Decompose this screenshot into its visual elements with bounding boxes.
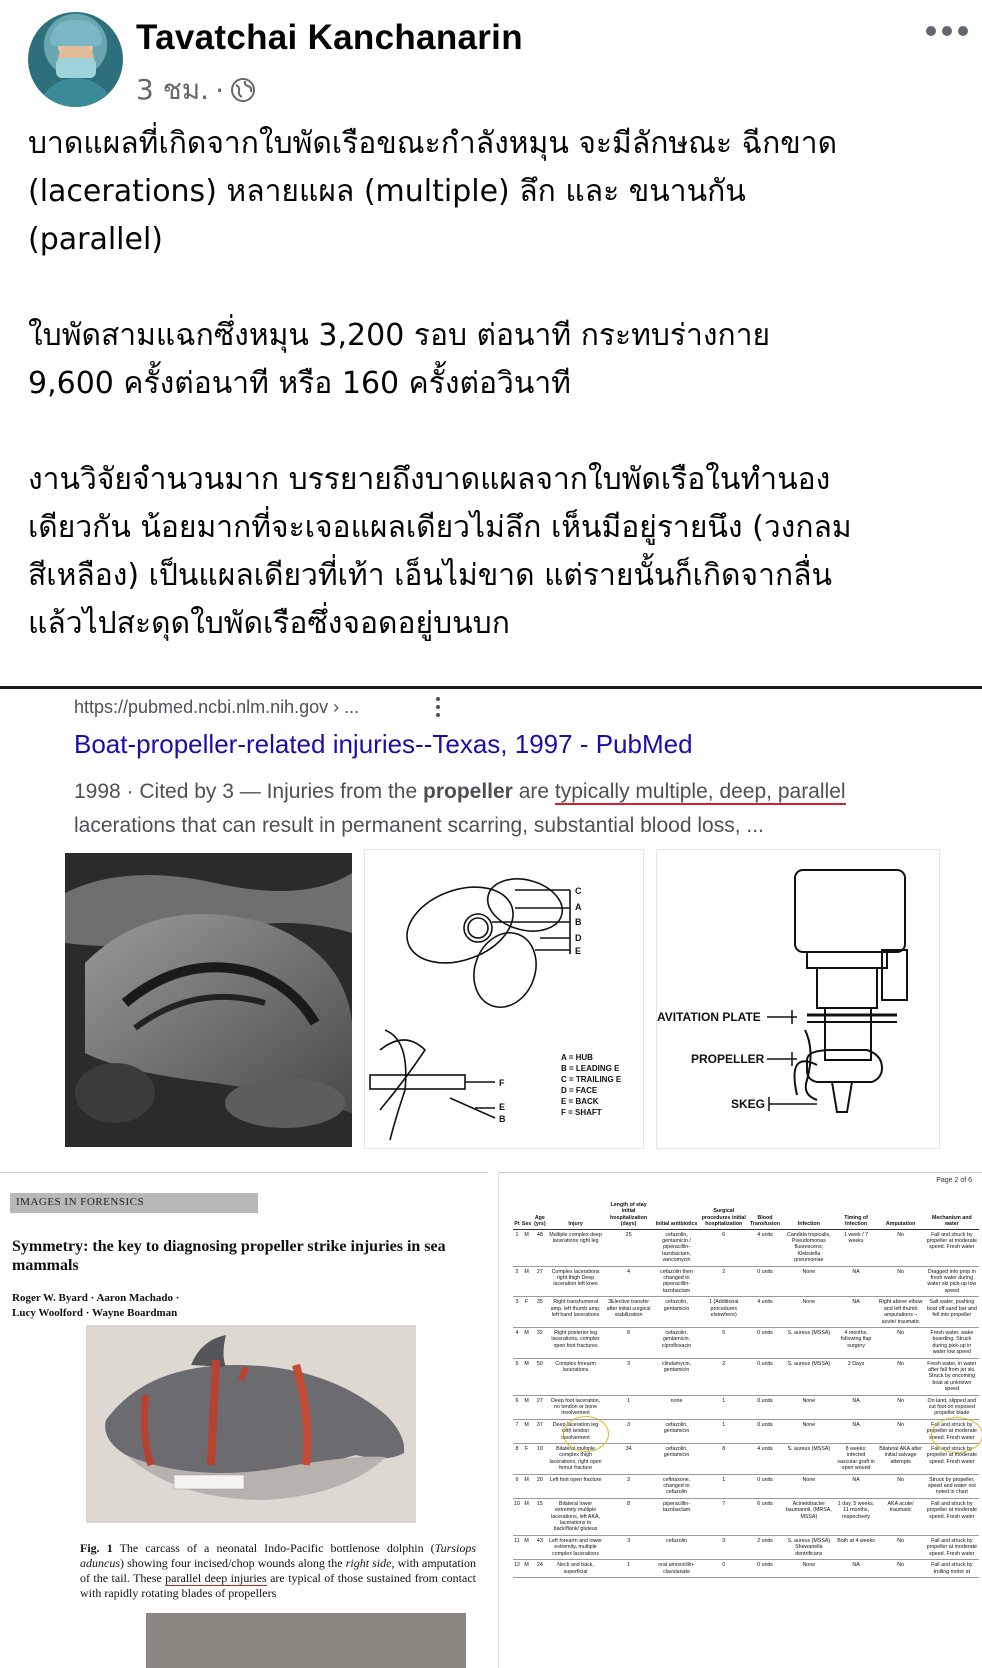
table-cell: Left foot open fracture: [547, 1474, 603, 1498]
table-cell: 1: [700, 1395, 748, 1419]
table-cell: 15: [532, 1498, 547, 1535]
table-cell: 9: [513, 1474, 521, 1498]
table-header-cell: Pt: [513, 1201, 521, 1229]
table-cell: M: [521, 1266, 532, 1297]
authors-line-2: Lucy Woolford · Wayne Boardman: [12, 1307, 178, 1319]
table-cell: piperacillin-tazobactam: [653, 1498, 699, 1535]
table-cell: 0 units: [748, 1419, 782, 1443]
table-cell: Bilateral AKA after initial salvage attempts: [877, 1444, 925, 1475]
meta-separator: ·: [215, 73, 224, 107]
table-cell: No: [877, 1229, 925, 1266]
snippet-mid: are: [512, 780, 555, 803]
table-cell: cefazolin, gentamicin: [653, 1444, 699, 1475]
propeller-diagram: [364, 849, 644, 1149]
table-cell: 50: [532, 1358, 547, 1395]
table-cell: Right posterior leg lacerations, complex open foot fractures: [547, 1327, 603, 1358]
table-cell: None: [782, 1560, 835, 1578]
table-row: [513, 1266, 979, 1297]
table-cell: 2 Days: [836, 1358, 877, 1395]
table-cell: 11: [513, 1535, 521, 1559]
table-row: [513, 1498, 979, 1535]
table-cell: 27: [532, 1266, 547, 1297]
table-cell: Both at 4 weeks: [836, 1535, 877, 1559]
diagram-label-b-lower: B: [499, 1114, 506, 1124]
post-image-search-result[interactable]: [0, 689, 982, 1169]
legend-back: E = BACK: [561, 1097, 599, 1106]
figure-caption: [80, 1541, 476, 1601]
table-cell: M: [521, 1327, 532, 1358]
table-cell: 3: [604, 1358, 654, 1395]
caption-side: right side: [345, 1556, 392, 1570]
post-header: [28, 12, 968, 108]
table-cell: Complex forearm lacerations: [547, 1358, 603, 1395]
table-cell: 8: [604, 1498, 654, 1535]
table-cell: 7: [700, 1498, 748, 1535]
table-cell: NA: [836, 1266, 877, 1297]
snippet-line2: lacerations that can result in permanent scarring, substantial blood loss, ...: [74, 814, 764, 837]
table-cell: 3: [604, 1535, 654, 1559]
table-cell: 1: [513, 1229, 521, 1266]
diagram-label-a: A: [575, 902, 582, 912]
text-line: ใบพัดสามแฉกซึ่งหมุน 3,200 รอบ ต่อนาที กระทบร่างกาย: [28, 318, 771, 353]
outboard-motor-diagram: [656, 849, 940, 1149]
caption-part-2: ) showing four incised/chop wounds along the: [120, 1556, 346, 1570]
table-cell: Left forearm and lower extremity, multiple complex lacerations: [547, 1535, 603, 1559]
table-cell: 27: [532, 1395, 547, 1419]
page-number: Page 2 of 6: [936, 1177, 972, 1184]
table-row: [513, 1358, 979, 1395]
table-cell: NA: [836, 1474, 877, 1498]
table-cell: None: [782, 1266, 835, 1297]
diagram-label-b: B: [575, 917, 582, 927]
table-cell: Multiple complex deep lacerations right leg: [547, 1229, 603, 1266]
table-row: [513, 1474, 979, 1498]
table-cell: On land, slipped and cut foot on exposed propeller blade: [925, 1395, 979, 1419]
table-cell: Salt water, pushing boat off sand bar and fell into propeller: [925, 1297, 979, 1328]
table-row: [513, 1297, 979, 1328]
table-cell: 3: [513, 1297, 521, 1328]
second-figure-photo: [146, 1613, 466, 1668]
motor-label-propeller: PROPELLER: [691, 1052, 765, 1066]
table-cell: Struck by propeller, speed and water not noted in chart: [925, 1474, 979, 1498]
table-cell: 2: [700, 1358, 748, 1395]
table-cell: 32: [532, 1327, 547, 1358]
result-url[interactable]: https://pubmed.ncbi.nlm.nih.gov › ...: [74, 697, 360, 717]
table-cell: No: [877, 1266, 925, 1297]
text-line: สีเหลือง) เป็นแผลเดียวที่เท้า เอ็นไม่ขาด แต่รายนั้นก็เกิดจากลื่น: [28, 558, 833, 593]
table-cell: 4: [513, 1327, 521, 1358]
table-row: [513, 1327, 979, 1358]
text-line: 9,600 ครั้งต่อนาที หรือ 160 ครั้งต่อวินาที: [28, 366, 571, 401]
diagram-label-e: E: [575, 946, 582, 956]
table-cell: cefazolin: [653, 1535, 699, 1559]
table-cell: 12: [513, 1560, 521, 1578]
table-cell: Fall and struck by trolling motor at: [925, 1560, 979, 1578]
table-cell: 5: [700, 1327, 748, 1358]
highlight-circle-injury: [563, 1416, 609, 1452]
result-title-link[interactable]: Boat-propeller-related injuries--Texas, 1997 - PubMed: [74, 729, 693, 759]
caption-part-3: , with amputation of the tail. These: [80, 1556, 476, 1585]
motor-label-skeg: SKEG: [731, 1097, 766, 1111]
table-cell: none: [653, 1395, 699, 1419]
table-cell: 10: [513, 1498, 521, 1535]
table-header-cell: Surgical procedures initial hospitalization: [700, 1201, 748, 1229]
table-cell: No: [877, 1560, 925, 1578]
table-cell: None: [782, 1474, 835, 1498]
table-cell: NA: [836, 1297, 877, 1328]
table-cell: 34: [604, 1444, 654, 1475]
kebab-menu-icon[interactable]: [436, 697, 442, 717]
table-cell: No: [877, 1535, 925, 1559]
post-image-case-table[interactable]: [498, 1172, 982, 1668]
motor-label-cavitation-plate: AVITATION PLATE: [657, 1010, 761, 1024]
post-image-paper[interactable]: [0, 1172, 488, 1668]
table-cell: Deep laceration leg with tendon involvement: [547, 1419, 603, 1443]
post-text: [28, 120, 968, 648]
table-cell: NA: [836, 1395, 877, 1419]
table-cell: 10: [532, 1444, 547, 1475]
post-paragraph-2: [28, 312, 968, 408]
legend-shaft: F = SHAFT: [561, 1108, 602, 1117]
table-cell: Bilateral lower extremity multiple lacerations, left AKA, lacerations to back/flank/ gluteus: [547, 1498, 603, 1535]
snippet-bold: propeller: [423, 780, 513, 803]
table-cell: 8: [700, 1444, 748, 1475]
table-header-cell: Amputation: [877, 1201, 925, 1229]
table-cell: Fall and struck by propeller at moderate speed. Fresh water: [925, 1419, 979, 1443]
table-cell: No: [877, 1419, 925, 1443]
table-cell: 4 units: [748, 1297, 782, 1328]
table-cell: 0 units: [748, 1266, 782, 1297]
table-cell: No: [877, 1327, 925, 1358]
wound-photo: [65, 853, 352, 1147]
authors-line-1: Roger W. Byard · Aaron Machado ·: [12, 1292, 180, 1304]
legend-leading-edge: B = LEADING E: [561, 1064, 620, 1073]
table-cell: 1: [604, 1560, 654, 1578]
table-cell: M: [521, 1419, 532, 1443]
table-cell: S. aureus (MSSA): [782, 1358, 835, 1395]
table-cell: Fresh water, in water after fall from jet ski. Struck by oncoming boat at unknown speed: [925, 1358, 979, 1395]
caption-species: Tursiops aduncus: [80, 1541, 476, 1570]
table-cell: M: [521, 1358, 532, 1395]
table-row: [513, 1535, 979, 1559]
post-paragraph-1: [28, 120, 968, 264]
table-cell: Candida tropicalis, Pseudomonas fluorescens; Klebsiella pneumoniae: [782, 1229, 835, 1266]
table-cell: Acinetobacter baumannii, (MRSA, MSSA): [782, 1498, 835, 1535]
table-cell: AKA acute/ traumatic: [877, 1498, 925, 1535]
table-row: [513, 1229, 979, 1266]
table-cell: 2: [513, 1266, 521, 1297]
table-cell: 20: [532, 1474, 547, 1498]
table-cell: 7: [513, 1419, 521, 1443]
table-cell: None: [782, 1419, 835, 1443]
table-cell: M: [521, 1560, 532, 1578]
table-cell: Complex lacerations right thigh Deep laceration left knee: [547, 1266, 603, 1297]
avatar[interactable]: [28, 12, 123, 107]
table-cell: 25: [604, 1229, 654, 1266]
table-cell: Bilateral multiple complex thigh lacerations, right open femur fracture: [547, 1444, 603, 1475]
table-cell: 8: [513, 1444, 521, 1475]
table-cell: NA: [836, 1560, 877, 1578]
table-cell: No: [877, 1474, 925, 1498]
table-cell: Fall and struck by propeller at moderate speed. Fresh water: [925, 1535, 979, 1559]
snippet-underlined: typically multiple, deep, parallel: [554, 780, 846, 803]
table-cell: 3: [700, 1535, 748, 1559]
table-cell: M: [521, 1395, 532, 1419]
caption-label: Fig. 1: [80, 1541, 113, 1555]
text-line: แล้วไปสะดุดใบพัดเรือซึ่งจอดอยู่บนบก: [28, 606, 510, 641]
diagram-label-f-lower: F: [499, 1078, 505, 1088]
table-cell: ceftriaxone, changed to cefazolin: [653, 1474, 699, 1498]
table-cell: NA: [836, 1419, 877, 1443]
table-header-cell: Initial antibiotics: [653, 1201, 699, 1229]
table-cell: No: [877, 1395, 925, 1419]
paper-title: Symmetry: the key to diagnosing propeller strike injuries in sea mammals: [12, 1238, 446, 1274]
table-header-cell: Injury: [547, 1201, 603, 1229]
table-cell: 2: [700, 1266, 748, 1297]
legend-hub: A = HUB: [561, 1053, 593, 1062]
table-cell: 2 units: [748, 1535, 782, 1559]
table-cell: 1: [700, 1419, 748, 1443]
post-time[interactable]: 3 ชม.: [136, 73, 210, 106]
dolphin-photo: [86, 1325, 416, 1523]
legend-face: D = FACE: [561, 1086, 598, 1095]
text-line: เดียวกัน น้อยมากที่จะเจอแผลเดียวไม่ลึก เห็นมีอยู่รายนึง (วงกลม: [28, 510, 852, 545]
case-table: [513, 1201, 979, 1578]
diagram-label-c: C: [575, 886, 582, 896]
table-header-cell: Age (yrs): [532, 1201, 547, 1229]
table-cell: M: [521, 1474, 532, 1498]
table-cell: 24: [532, 1560, 547, 1578]
table-cell: 1 (Additional procedures elsewhere): [700, 1297, 748, 1328]
table-cell: cefazolin, gentamicin: [653, 1419, 699, 1443]
text-line: (lacerations) หลายแผล (multiple) ลึก และ ขนานกัน: [28, 174, 746, 209]
table-cell: 0 units: [748, 1474, 782, 1498]
table-cell: 3: [604, 1474, 654, 1498]
table-cell: 1 day, 5 weeks, 11 months, respectively: [836, 1498, 877, 1535]
table-cell: 48: [532, 1229, 547, 1266]
table-row: [513, 1560, 979, 1578]
table-cell: 4 units: [748, 1444, 782, 1475]
post-meta: [136, 68, 256, 112]
table-header-row: [513, 1201, 979, 1229]
table-cell: S. aureus (MSSA): [782, 1327, 835, 1358]
table-cell: Deep foot laceration, no tendon or bone involvement: [547, 1395, 603, 1419]
result-snippet: [74, 775, 954, 843]
table-cell: Right transhumeral amp, left thumb amp, left hand lacerations: [547, 1297, 603, 1328]
table-cell: Fresh water, wake boarding. Struck during pick-up in water low speed: [925, 1327, 979, 1358]
table-cell: 5: [513, 1358, 521, 1395]
caption-underlined: parallel deep injuries: [165, 1571, 267, 1585]
table-cell: 37: [532, 1419, 547, 1443]
table-cell: 4 units: [748, 1229, 782, 1266]
text-line: บาดแผลที่เกิดจากใบพัดเรือขณะกำลังหมุน จะมีลักษณะ ฉีกขาด: [28, 126, 838, 161]
table-cell: 6: [700, 1229, 748, 1266]
table-cell: 0 units: [748, 1560, 782, 1578]
paper-authors: [12, 1291, 179, 1321]
more-horizontal-icon[interactable]: [926, 26, 968, 40]
post-paragraph-3: [28, 456, 968, 648]
table-cell: 6: [513, 1395, 521, 1419]
snippet-prefix: 1998 · Cited by 3 — Injuries from the: [74, 780, 423, 803]
table-cell: Fall and struck by propeller at moderate speed. Fresh water: [925, 1444, 979, 1475]
table-cell: 0 units: [748, 1395, 782, 1419]
table-cell: M: [521, 1229, 532, 1266]
table-cell: 1: [700, 1474, 748, 1498]
table-cell: Right above elbow and left thumb amputations – acute/ traumatic: [877, 1297, 925, 1328]
table-cell: Fall and struck by propeller at moderate speed. Fresh water: [925, 1229, 979, 1266]
table-cell: F: [521, 1297, 532, 1328]
table-cell: 3: [604, 1419, 654, 1443]
table-cell: F: [521, 1444, 532, 1475]
table-cell: S. aureus (MSSA): [782, 1444, 835, 1475]
table-cell: Neck and back, superficial: [547, 1560, 603, 1578]
table-cell: M: [521, 1498, 532, 1535]
table-cell: 4 months, following flap surgery: [836, 1327, 877, 1358]
table-cell: clindamycin, gentamicin: [653, 1358, 699, 1395]
table-cell: 1 week / 7 weeks: [836, 1229, 877, 1266]
table-cell: M: [521, 1535, 532, 1559]
table-cell: 4: [604, 1266, 654, 1297]
author-name[interactable]: Tavatchai Kanchanarin: [136, 18, 523, 57]
table-cell: 8 weeks: infected vascular graft in open wound: [836, 1444, 877, 1475]
text-line: งานวิจัยจำนวนมาก บรรยายถึงบาดแผลจากใบพัดเรือในทำนอง: [28, 462, 831, 497]
table-header-cell: Infection: [782, 1201, 835, 1229]
table-cell: oral amoxicillin-clavulanate: [653, 1560, 699, 1578]
table-cell: 0 units: [748, 1358, 782, 1395]
table-cell: cefazolin, gentamicin / piperacillin-tazobactam, vancomycin: [653, 1229, 699, 1266]
table-header-cell: Timing of Infection: [836, 1201, 877, 1229]
highlight-circle-mechanism: [931, 1417, 982, 1453]
table-cell: cefazolin, gentamicin: [653, 1297, 699, 1328]
diagram-label-d: D: [575, 933, 582, 943]
table-cell: 3Elective transfer after initial surgical stabilization: [604, 1297, 654, 1328]
table-cell: No: [877, 1358, 925, 1395]
table-header-cell: Sex: [521, 1201, 532, 1229]
globe-icon[interactable]: [230, 77, 256, 103]
diagram-label-e-lower: E: [499, 1102, 506, 1112]
table-cell: 6 units: [748, 1498, 782, 1535]
table-cell: 43: [532, 1535, 547, 1559]
table-cell: S. aureus (MSSA) Shewanella dentrificans: [782, 1535, 835, 1559]
table-cell: Fall and struck by propeller at moderate speed. Fresh water: [925, 1498, 979, 1535]
table-header-cell: Length of stay initial hospitalization (days): [604, 1201, 654, 1229]
table-cell: None: [782, 1297, 835, 1328]
table-cell: Dragged into prop in fresh water during water ski pick-up low speed: [925, 1266, 979, 1297]
table-header-cell: Blood Transfusion: [748, 1201, 782, 1229]
table-cell: 0: [700, 1560, 748, 1578]
table-cell: cefazolin, gentamicin, ciprofloxacin: [653, 1327, 699, 1358]
paper-section-tag: IMAGES IN FORENSICS: [10, 1193, 258, 1213]
table-cell: cefazolin then changed to piperacillin-tazobactam: [653, 1266, 699, 1297]
table-cell: 8: [604, 1327, 654, 1358]
caption-part-4: are typical of those sustained from contact with rapidly rotating blades of propellers: [80, 1571, 476, 1600]
caption-part-1: The carcass of a neonatal Indo-Pacific bottlenose dolphin (: [112, 1541, 435, 1555]
table-cell: None: [782, 1395, 835, 1419]
table-cell: 35: [532, 1297, 547, 1328]
table-header-cell: Mechanism and water: [925, 1201, 979, 1229]
text-line: (parallel): [28, 222, 164, 257]
legend-trailing-edge: C = TRAILING E: [561, 1075, 622, 1084]
table-cell: 1: [604, 1395, 654, 1419]
table-cell: 0 units: [748, 1327, 782, 1358]
